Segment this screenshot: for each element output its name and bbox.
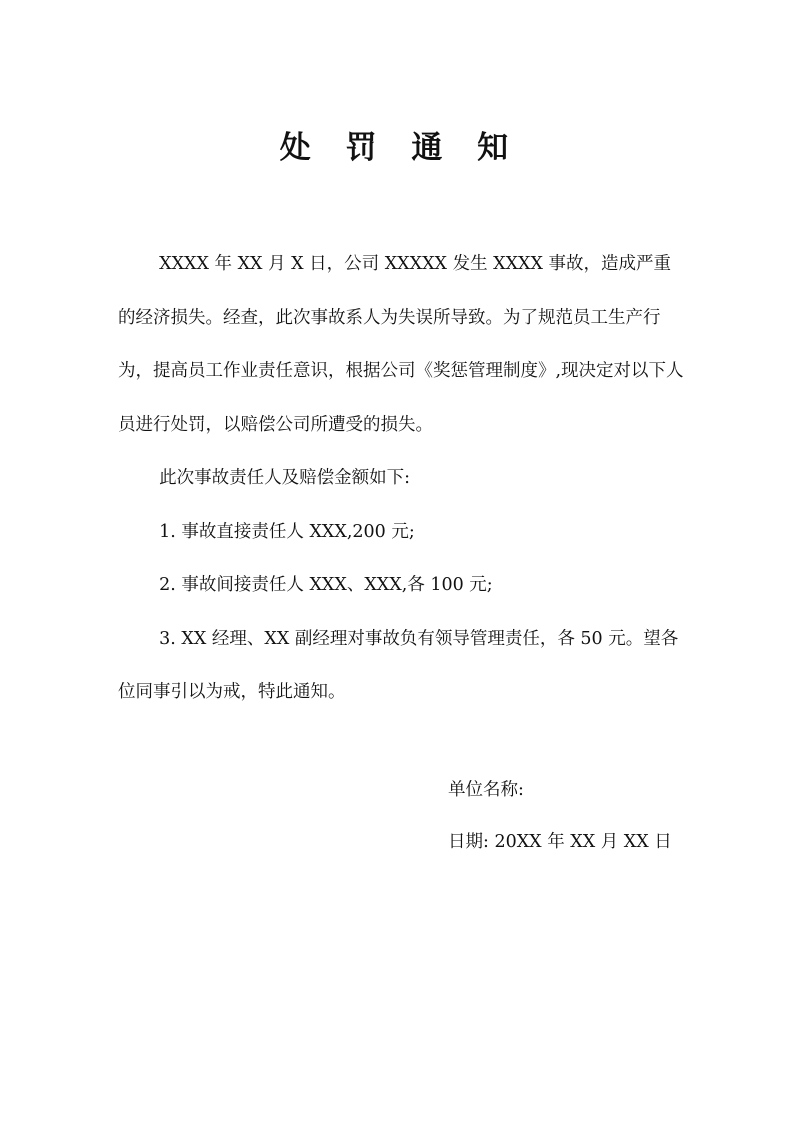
unit-name-label: 单位名称: [448,780,524,800]
notice-body [118,238,686,720]
paragraph-incident: XXXX 年 XX 月 X 日，公司 XXXXX 发生 XXXX 事故，造成严重的经济损失。经查，此次事故系人为失误所导致。为了规范员工生产行为，提高员工作业责任意识，根据公司《奖惩管理制度》,现决定对以下人员进行处罚，以赔偿公司所遭受的损失。 [118,254,684,435]
document-title: 处 罚 通 知 [279,130,521,166]
list-item-direct-responsible: 1. 事故直接责任人 XXX,200 元; [159,521,415,542]
paragraph-responsible-intro: 此次事故责任人及赔偿金额如下: [159,468,411,488]
date-label: 日期: 20XX 年 XX 月 XX 日 [448,832,672,852]
list-item-indirect-responsible: 2. 事故间接责任人 XXX、XXX,各 100 元; [159,575,493,595]
list-item-management-responsible: 3. XX 经理、XX 副经理对事故负有领导管理责任，各 50 元。望各位同事引以为戒，特此通知。 [118,628,679,702]
signature-block [448,764,708,868]
